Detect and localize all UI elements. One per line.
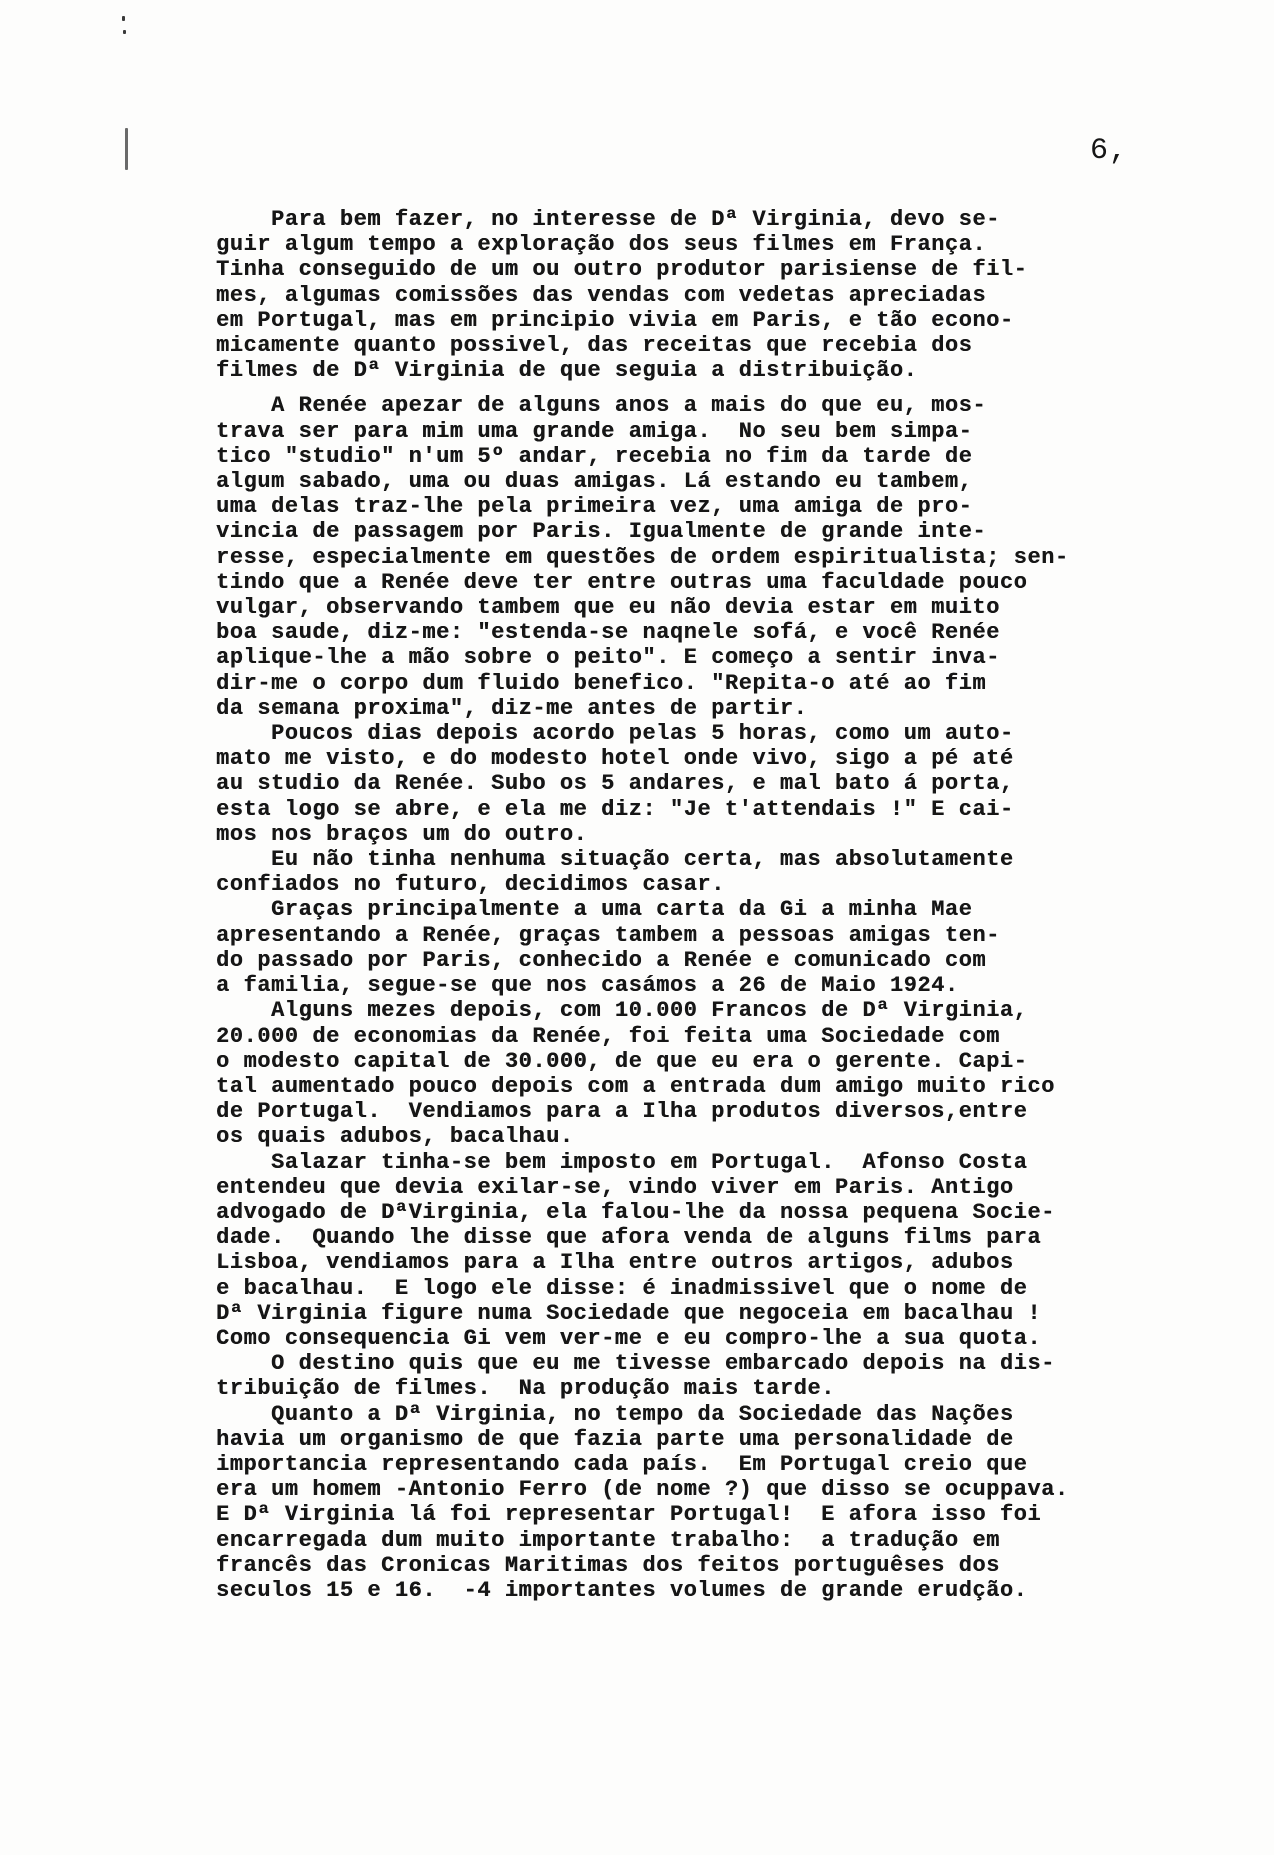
text-line: era um homem -Antonio Ferro (de nome ?) que disso se ocuppava. xyxy=(216,1477,1069,1503)
text-line: Graças principalmente a uma carta da Gi a minha Mae xyxy=(216,897,973,923)
text-line: mos nos braços um do outro. xyxy=(216,821,588,847)
text-line: Lisboa, vendiamos para a Ilha entre outros artigos, adubos xyxy=(216,1250,1014,1276)
text-line: Dª Virginia figure numa Sociedade que negoceia em bacalhau ! xyxy=(216,1300,1042,1326)
text-line: em Portugal, mas em principio vivia em Paris, e tão econo- xyxy=(216,307,1014,333)
text-line: aplique-lhe a mão sobre o peito". E começo a sentir inva- xyxy=(216,645,1000,671)
page-number: 6, xyxy=(1090,134,1129,168)
text-line: Tinha conseguido de um ou outro produtor parisiense de fil- xyxy=(216,257,1028,283)
text-line: mes, algumas comissões das vendas com vedetas apreciadas xyxy=(216,282,987,308)
text-line: 20.000 de economias da Renée, foi feita uma Sociedade com xyxy=(216,1023,1000,1049)
typed-letter-body xyxy=(216,207,1226,1603)
text-line: O destino quis que eu me tivesse embarcado depois na dis- xyxy=(216,1351,1055,1377)
text-line: micamente quanto possivel, das receitas que recebia dos xyxy=(216,333,973,359)
text-line: seculos 15 e 16. -4 importantes volumes de grande erudção. xyxy=(216,1577,1028,1603)
text-line: au studio da Renée. Subo os 5 andares, e mal bato á porta, xyxy=(216,771,1014,797)
text-line: e bacalhau. E logo ele disse: é inadmissivel que o nome de xyxy=(216,1275,1028,1301)
text-line: a familia, segue-se que nos casámos a 26 de Maio 1924. xyxy=(216,973,959,999)
scan-binding-mark xyxy=(125,128,128,170)
text-line: Para bem fazer, no interesse de Dª Virginia, devo se- xyxy=(216,207,1000,232)
text-line: tindo que a Renée deve ter entre outras uma faculdade pouco xyxy=(216,569,1028,595)
text-line: os quais adubos, bacalhau. xyxy=(216,1124,574,1150)
text-line: vincia de passagem por Paris. Igualmente de grande inte- xyxy=(216,519,987,545)
text-line: da semana proxima", diz-me antes de partir. xyxy=(216,695,808,721)
text-line: mato me visto, e do modesto hotel onde vivo, sigo a pé até xyxy=(216,746,1014,772)
scan-speck xyxy=(122,16,125,21)
text-line: entendeu que devia exilar-se, vindo viver em Paris. Antigo xyxy=(216,1174,1014,1200)
text-line: resse, especialmente em questões de ordem espiritualista; sen- xyxy=(216,544,1069,570)
text-line: uma delas traz-lhe pela primeira vez, uma amiga de pro- xyxy=(216,494,973,520)
text-line: apresentando a Renée, graças tambem a pessoas amigas ten- xyxy=(216,922,1000,948)
text-line: algum sabado, uma ou duas amigas. Lá estando eu tambem, xyxy=(216,469,973,495)
text-line: Poucos dias depois acordo pelas 5 horas, como um auto- xyxy=(216,721,1014,747)
text-line: esta logo se abre, e ela me diz: "Je t'attendais !" E cai- xyxy=(216,796,1014,822)
text-line: de Portugal. Vendiamos para a Ilha produtos diversos,entre xyxy=(216,1099,1028,1125)
text-line: tico "studio" n'um 5º andar, recebia no fim da tarde de xyxy=(216,443,973,469)
scan-speck xyxy=(123,30,126,34)
text-line: guir algum tempo a exploração dos seus filmes em França. xyxy=(216,232,987,258)
paragraph-gap xyxy=(216,383,1226,393)
text-line: vulgar, observando tambem que eu não devia estar em muito xyxy=(216,595,1000,621)
text-line: advogado de DªVirginia, ela falou-lhe da nossa pequena Socie- xyxy=(216,1199,1055,1225)
text-line: A Renée apezar de alguns anos a mais do que eu, mos- xyxy=(216,393,987,419)
text-line: havia um organismo de que fazia parte uma personalidade de xyxy=(216,1426,1014,1452)
text-line: importancia representando cada país. Em Portugal creio que xyxy=(216,1451,1028,1477)
text-line: Eu não tinha nenhuma situação certa, mas absolutamente xyxy=(216,847,1014,873)
text-line: do passado por Paris, conhecido a Renée e comunicado com xyxy=(216,947,987,973)
text-line: o modesto capital de 30.000, de que eu era o gerente. Capi- xyxy=(216,1048,1028,1074)
text-line: Salazar tinha-se bem imposto em Portugal. Afonso Costa xyxy=(216,1149,1028,1175)
text-line: francês das Cronicas Maritimas dos feitos portuguêses dos xyxy=(216,1552,1000,1578)
text-line: Quanto a Dª Virginia, no tempo da Sociedade das Nações xyxy=(216,1401,1014,1427)
text-line: encarregada dum muito importante trabalho: a tradução em xyxy=(216,1527,1000,1553)
text-line: trava ser para mim uma grande amiga. No seu bem simpa- xyxy=(216,418,973,444)
text-line: filmes de Dª Virginia de que seguia a distribuição. xyxy=(216,358,918,384)
text-line: confiados no futuro, decidimos casar. xyxy=(216,872,725,898)
text-line: dade. Quando lhe disse que afora venda de alguns films para xyxy=(216,1225,1042,1251)
text-line: E Dª Virginia lá foi representar Portugal! E afora isso foi xyxy=(216,1502,1042,1528)
text-line: dir-me o corpo dum fluido benefico. "Repita-o até ao fim xyxy=(216,670,987,696)
text-line: Como consequencia Gi vem ver-me e eu compro-lhe a sua quota. xyxy=(216,1325,1042,1351)
text-line: Alguns mezes depois, com 10.000 Francos de Dª Virginia, xyxy=(216,998,1028,1024)
text-line: tribuição de filmes. Na produção mais tarde. xyxy=(216,1376,835,1402)
text-line: tal aumentado pouco depois com a entrada dum amigo muito rico xyxy=(216,1073,1055,1099)
text-line: boa saude, diz-me: "estenda-se naqnele sofá, e você Renée xyxy=(216,620,1000,646)
